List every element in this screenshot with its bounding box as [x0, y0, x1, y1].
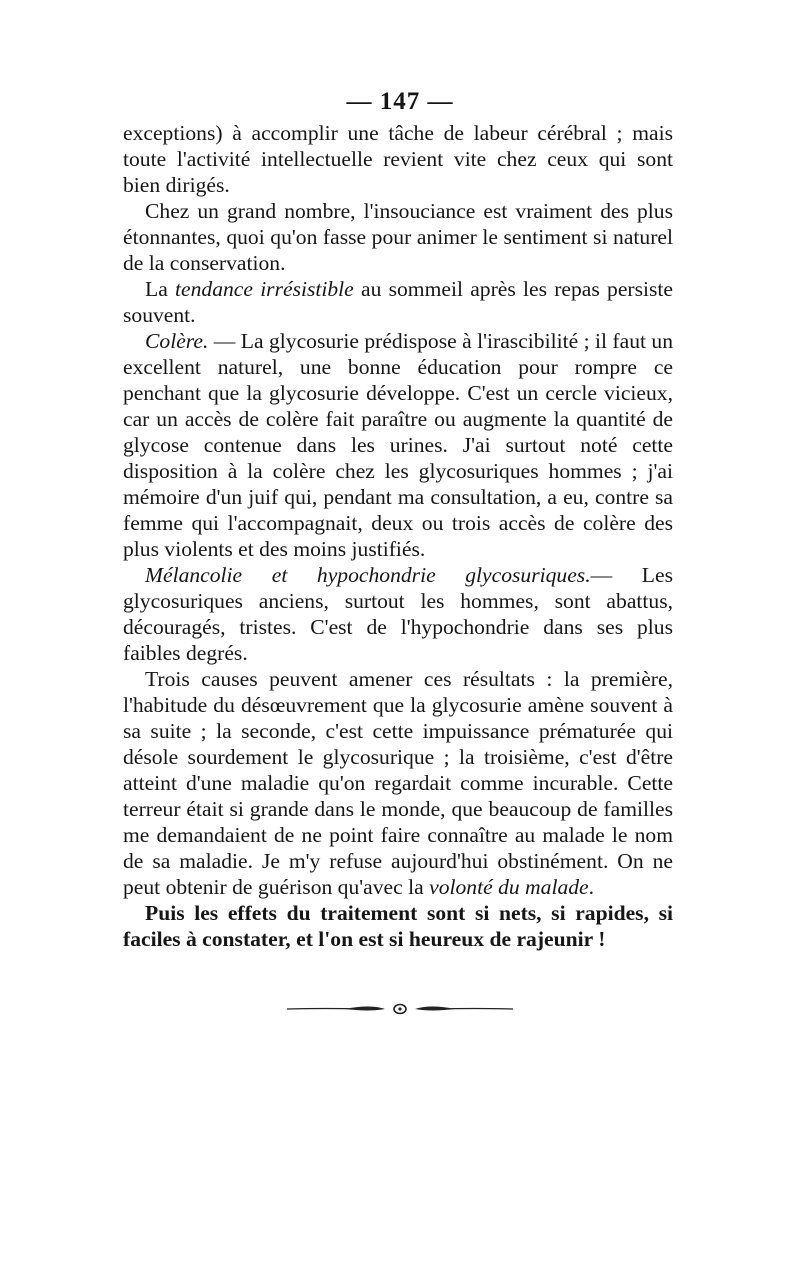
p6-segment-1: volonté du malade [429, 875, 589, 899]
p3-segment-0: La [145, 277, 176, 301]
paragraph-p4 [123, 328, 673, 562]
paragraph-p5 [123, 562, 673, 666]
p6-segment-2: . [588, 875, 595, 899]
page-number: — 147 — [346, 88, 454, 115]
p6-segment-0: Trois causes peuvent amener ces résultats : la première, l'habitude du désœuvrement que la glycosurie amène souvent à sa suite ; la seconde, c'est cette impuissance prématurée qui désole sourdement le glycosurique ; la troisième, c'est d'être atteint d'une maladie qu'on regardait comme incurable. Cette terreur était si grande dans le monde, que beaucoup de familles me demandaient de ne point faire connaître au malade le nom de sa maladie. Je m'y refuse aujourd'hui obstinément. On ne peut obtenir de guérison qu'avec la [123, 667, 673, 899]
paragraph-p1 [123, 120, 673, 198]
end-ornament-icon [285, 1000, 515, 1016]
p5-segment-0: Mélancolie et hypochondrie glycosuriques. [145, 563, 591, 587]
p2-segment-0: Chez un grand nombre, l'insouciance est vraiment des plus étonnantes, quoi qu'on fasse pour animer le sentiment si naturel de la conservation. [123, 199, 673, 275]
body-text [123, 120, 673, 952]
paragraph-p6 [123, 666, 673, 900]
p4-segment-1: — La glycosurie prédispose à l'irascibilité ; il faut un excellent naturel, une bonne éducation pour rompre ce penchant que la glycosurie développe. C'est un cercle vicieux, car un accès de colère fait paraître ou augmente la quantité de glycose contenue dans les urines. J'ai surtout noté cette disposition à la colère chez les glycosuriques hommes ; j'ai mémoire d'un juif qui, pendant ma consultation, a eu, contre sa femme qui l'accompagnait, deux ou trois accès de colère des plus violents et des moins justifiés. [123, 329, 673, 561]
p5-segment-1: — Les glycosuriques anciens, surtout les hommes, sont abattus, découragés, tristes. C'est de l'hypochondrie dans ses plus faibles degrés. [123, 563, 673, 665]
p7-segment-0: Puis les effets du traitement sont si nets, si rapides, si faciles à constater, et l'on est si heureux de rajeunir ! [123, 901, 673, 951]
paragraph-p3 [123, 276, 673, 328]
p4-segment-0: Colère. [145, 329, 209, 353]
p3-segment-1: tendance irrésistible [175, 277, 354, 301]
p3-segment-2: au sommeil après les repas persiste souvent. [123, 277, 673, 327]
p1-segment-0: exceptions) à accomplir une tâche de labeur cérébral ; mais toute l'activité intellectuelle revient vite chez ceux qui sont bien dirigés. [123, 121, 673, 197]
paragraph-p2 [123, 198, 673, 276]
paragraph-p7 [123, 900, 673, 952]
